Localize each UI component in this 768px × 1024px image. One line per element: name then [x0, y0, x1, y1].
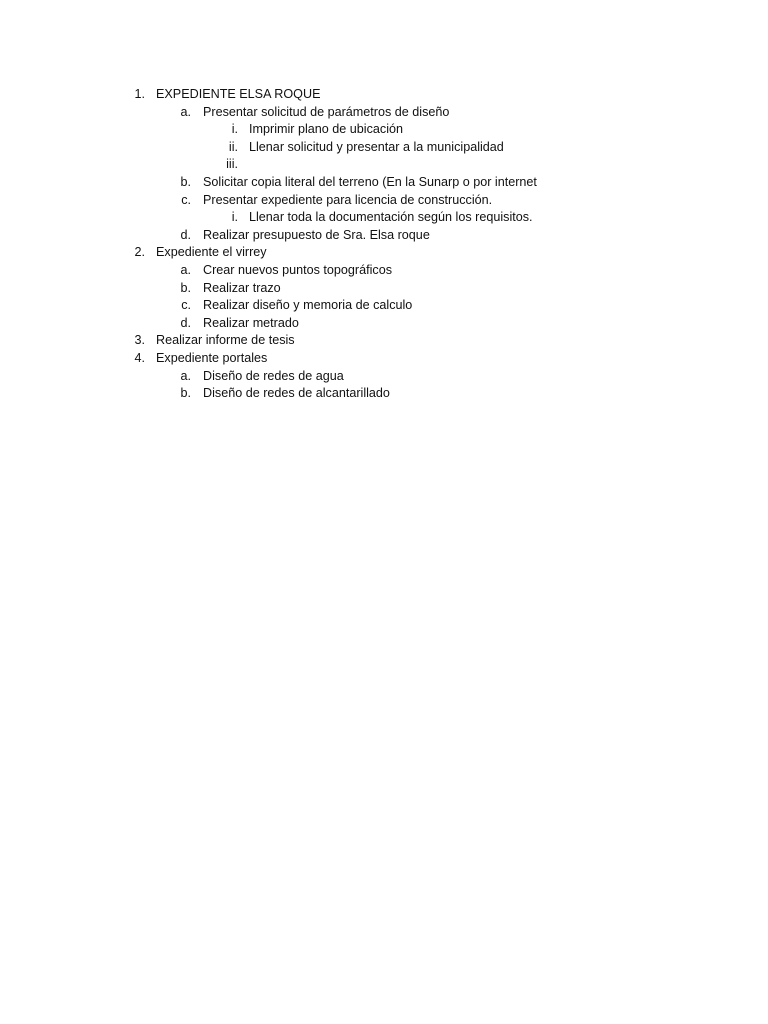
list-marker: c.	[181, 192, 191, 207]
list-item-text: Diseño de redes de agua	[203, 368, 344, 383]
list-item	[0, 139, 768, 157]
list-marker: 2.	[134, 245, 145, 260]
list-item-text: EXPEDIENTE ELSA ROQUE	[156, 87, 321, 101]
list-item-text: Realizar diseño y memoria de calculo	[203, 298, 413, 313]
list-item	[0, 350, 768, 368]
list-item	[0, 244, 768, 262]
list-item-text: Realizar trazo	[203, 280, 281, 295]
list-item-text: Realizar informe de tesis	[156, 333, 295, 348]
list-marker: c.	[181, 298, 191, 313]
list-marker: b.	[180, 386, 191, 401]
list-marker: 3.	[134, 333, 145, 348]
list-item	[0, 227, 768, 245]
list-marker: a.	[180, 368, 191, 383]
list-item	[0, 174, 768, 192]
list-marker: b.	[180, 174, 191, 189]
list-item	[0, 368, 768, 386]
list-item-text: Expediente portales	[156, 350, 268, 365]
list-marker: d.	[180, 315, 191, 330]
list-item-text: Imprimir plano de ubicación	[249, 122, 403, 137]
list-marker: 1.	[134, 87, 145, 101]
list-marker: ii.	[228, 139, 238, 154]
list-item	[0, 209, 768, 227]
list-marker: i.	[231, 122, 238, 137]
list-item	[0, 315, 768, 333]
outline-list	[0, 86, 768, 403]
list-item-text: Llenar solicitud y presentar a la municipalidad	[249, 139, 504, 154]
list-item	[0, 104, 768, 122]
list-item	[0, 192, 768, 210]
list-item	[0, 385, 768, 403]
list-item-text: Presentar expediente para licencia de construcción.	[203, 192, 493, 207]
list-item	[0, 156, 768, 174]
list-item-text: Presentar solicitud de parámetros de diseño	[203, 104, 450, 119]
list-item	[0, 280, 768, 298]
list-marker: d.	[180, 227, 191, 242]
list-marker: iii.	[226, 157, 238, 172]
list-item	[0, 297, 768, 315]
list-item-text: Solicitar copia literal del terreno (En la Sunarp o por internet	[203, 174, 537, 189]
list-marker: b.	[180, 280, 191, 295]
list-item-text: Diseño de redes de alcantarillado	[203, 386, 390, 401]
list-item-text: Expediente el virrey	[156, 245, 267, 260]
list-item	[0, 262, 768, 280]
list-marker: i.	[231, 210, 238, 225]
list-marker: 4.	[134, 350, 145, 365]
list-item	[0, 121, 768, 139]
list-item-text: Realizar metrado	[203, 315, 299, 330]
list-item	[0, 86, 768, 104]
list-item-text: Crear nuevos puntos topográficos	[203, 262, 393, 277]
list-item-text: Realizar presupuesto de Sra. Elsa roque	[203, 227, 430, 242]
list-item-text: Llenar toda la documentación según los requisitos.	[249, 210, 533, 225]
list-marker: a.	[180, 262, 191, 277]
list-marker: a.	[180, 104, 191, 119]
list-item	[0, 332, 768, 350]
